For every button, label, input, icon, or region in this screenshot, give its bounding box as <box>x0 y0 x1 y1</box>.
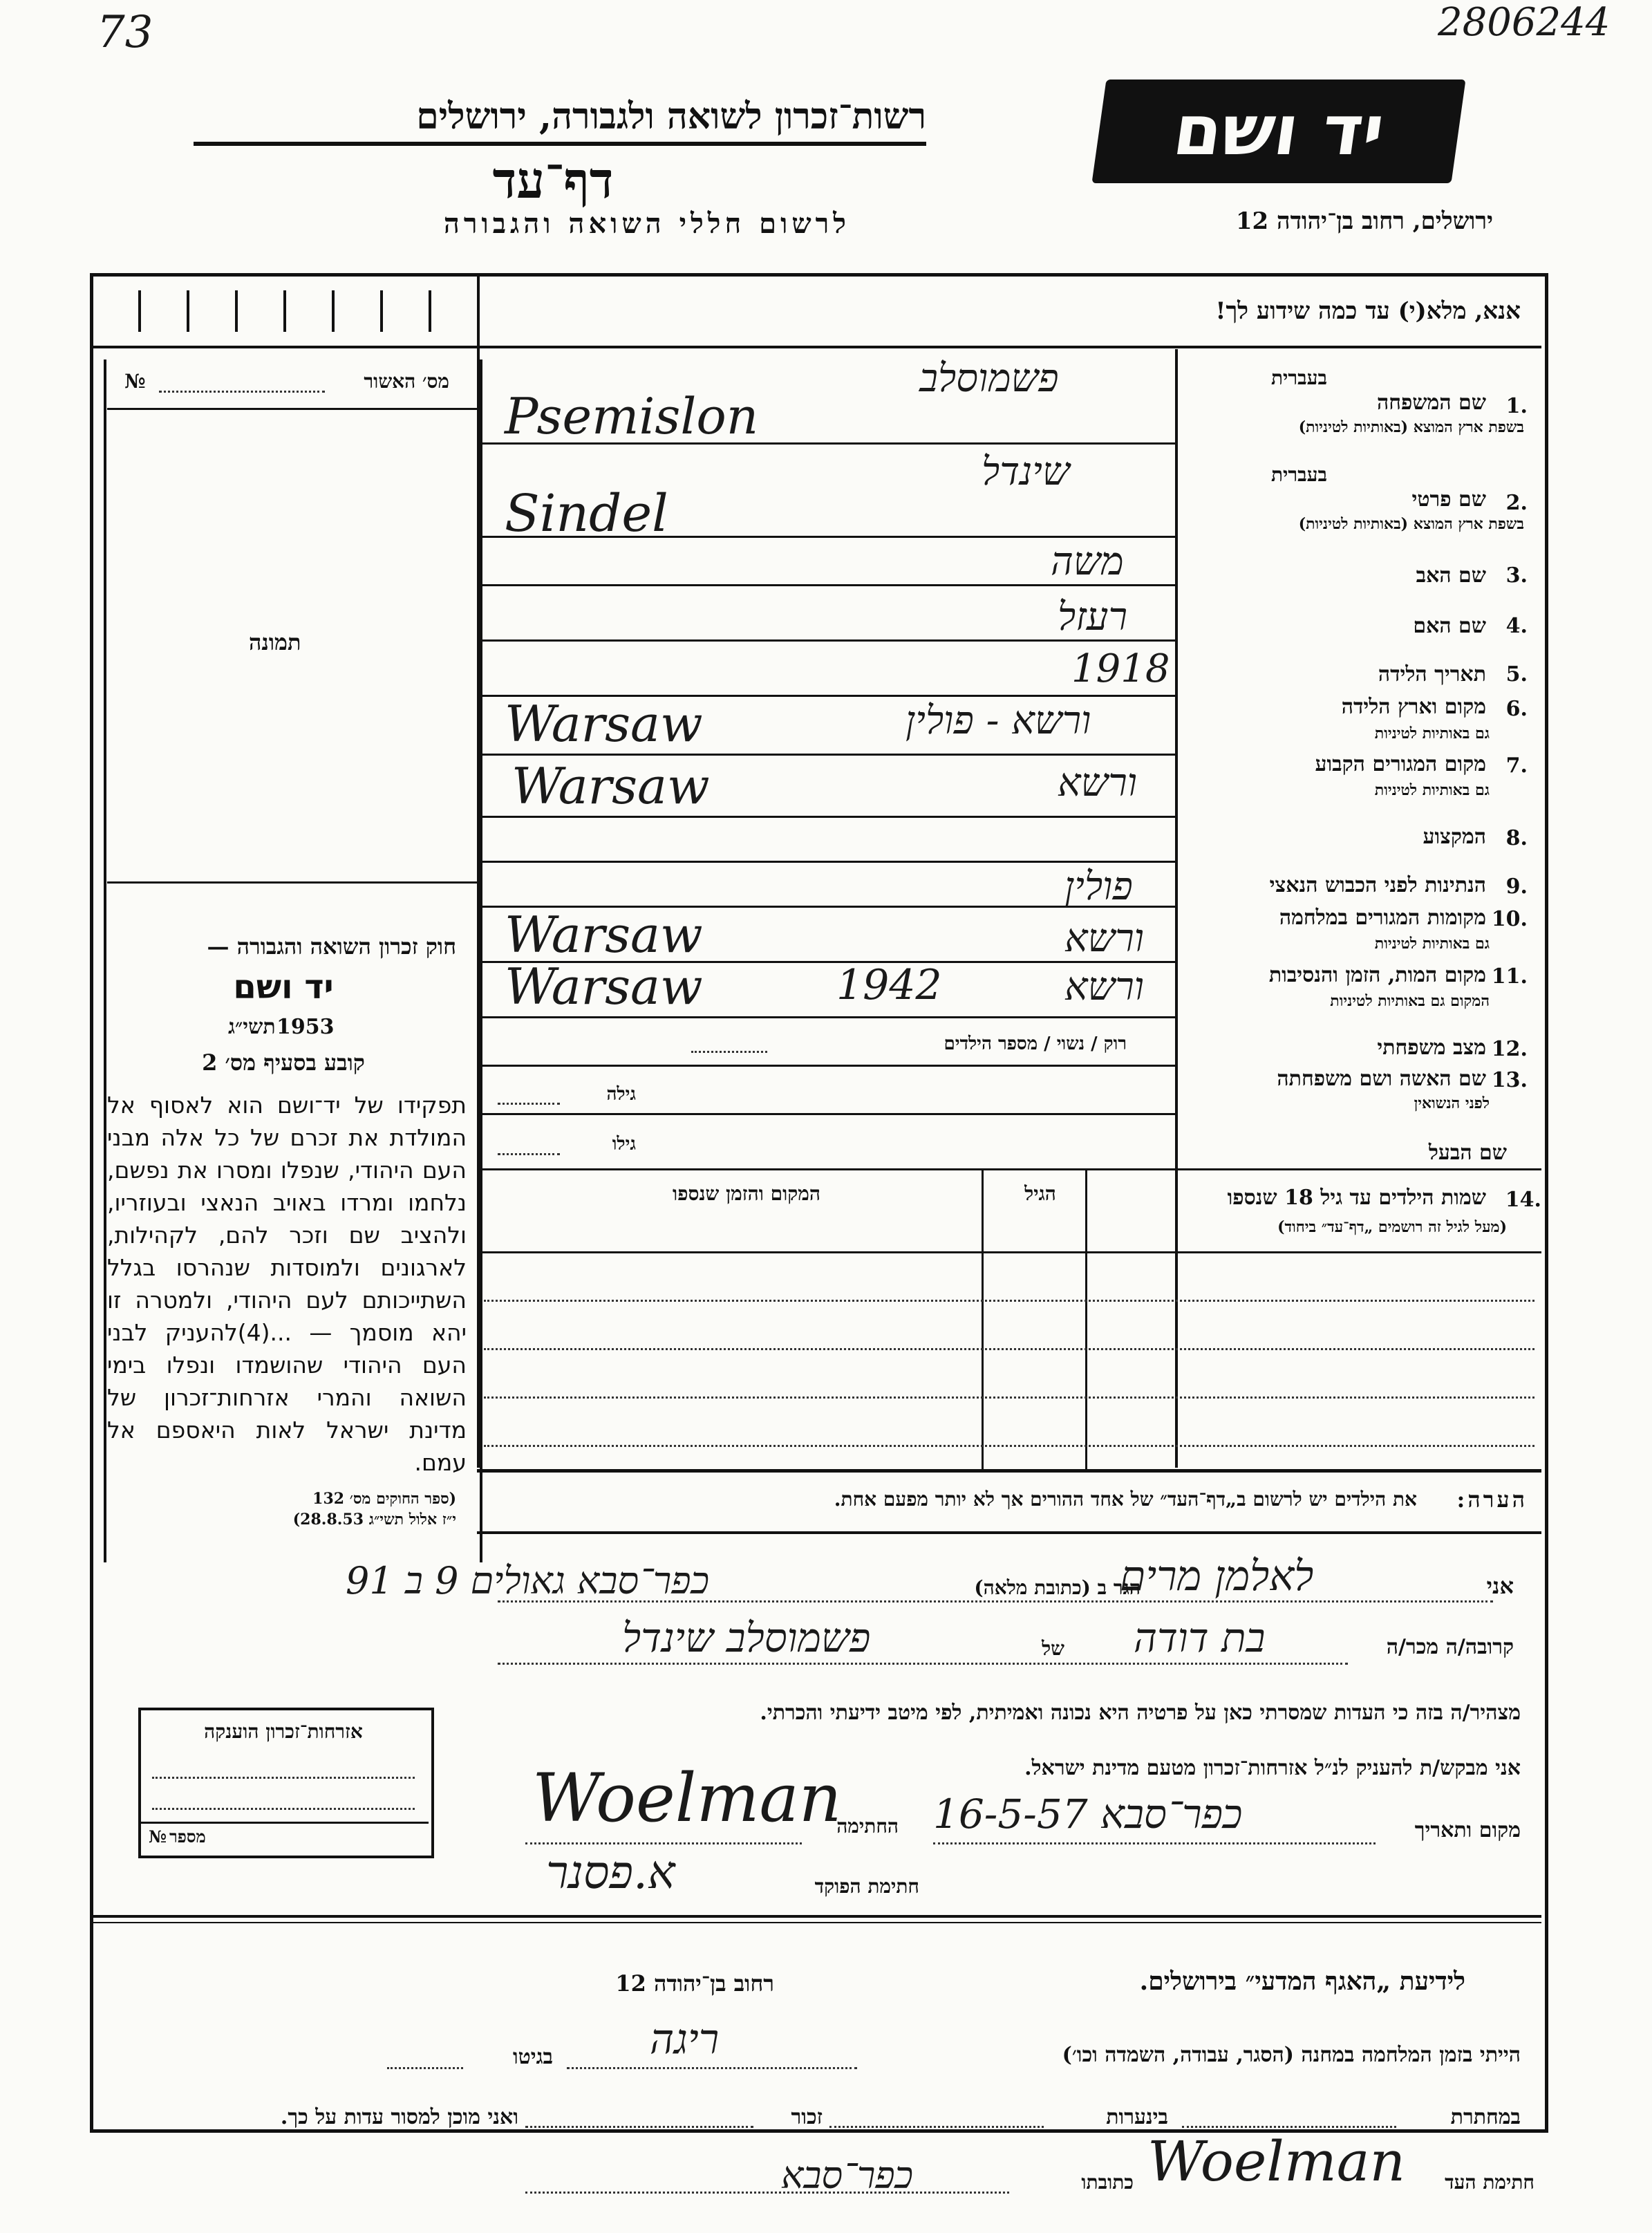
wartime-residence-he-value: ורשא <box>1064 916 1145 961</box>
officer-signature: א.פסנר <box>546 1846 675 1899</box>
death-place-he-value: ורשא <box>1064 964 1145 1009</box>
field-11-note: המקום גם באותיות לטיניות <box>1330 992 1490 1010</box>
field-13-number: 13. <box>1491 1068 1528 1092</box>
yad-vashem-logo: יד ושם <box>1091 80 1465 183</box>
form-title: דף־עד <box>492 151 614 209</box>
field-5-number: 5. <box>1505 662 1528 686</box>
children-note: (מעל לגיל זה רושמים „דף־עד״ ביחוד) <box>1277 1218 1507 1236</box>
field-5-label: תאריך הלידה <box>1378 662 1486 686</box>
relative-label: קרובה/ה מכר/ה <box>1386 1635 1514 1659</box>
birthplace-latin-value: Warsaw <box>505 695 703 753</box>
place-date-label: מקום ותאריך <box>1414 1818 1521 1842</box>
residence-he-value: ורשא <box>1058 760 1138 805</box>
husband-name-label: שם הבעל <box>1428 1141 1507 1165</box>
declaration-text: מצהיר/ה בזה כי העדות שמסרתי כאן על פרטיה היא נכונה ואמיתית, לפי מיטב ידיעתי והכרתי. <box>760 1701 1521 1725</box>
field-3-number: 3. <box>1505 563 1528 588</box>
field-6-number: 6. <box>1505 697 1528 721</box>
footer-signature: Woelman <box>1147 2129 1405 2194</box>
witness-ani: אני <box>1486 1573 1514 1599</box>
footer-address-value: כפר־סבא <box>781 2153 914 2197</box>
marital-status-hint: רוק / נשוי / מספר הילדים <box>944 1034 1127 1054</box>
wartime-residence-latin-value: Warsaw <box>505 906 703 964</box>
field-2-number: 2. <box>1505 491 1528 515</box>
page-number: 73 <box>97 7 153 58</box>
law-text: תפקידו של יד־ושם הוא לאסוף אל המולדת את זכרם של כל אלה מבני העם היהודי, שנפלו ומסרו את נפשם, נלחמו ומרדו באויב הנאצי ובעוזריו, ולהציב שם וזכר להם, לקהילות, לארגונים ולמוסדות שנהרסו בגלל השתייכותם לעם היהודי, ולמטרה זו יהא מוסמך — ...(4)להעניק לבני העם היהודי שהושמדו ונפלו בימי השואה והמרי אזרחות־זכרון של מדינת ישראל לאות היאספם אל עמם. <box>107 1092 467 1476</box>
footer-address: רחוב בן־יהודה 12 <box>615 1970 774 1997</box>
field-10-note: גם באותיות לטיניות <box>1374 935 1490 953</box>
witness-signature: Woelman <box>532 1759 842 1837</box>
field-1-number: 1. <box>1505 394 1528 418</box>
photo-label: תמונה <box>249 629 301 655</box>
father-name-value: משה <box>1051 539 1124 584</box>
field-11-number: 11. <box>1491 964 1528 989</box>
field-10-label: מקומות המגורים במלחמה <box>1279 906 1486 930</box>
birth-date-value: 1918 <box>1071 646 1170 691</box>
law-title: חוק זכרון השואה והגבורה — <box>207 933 456 960</box>
residence-latin-value: Warsaw <box>511 757 710 815</box>
approval-boxes <box>111 290 470 332</box>
ready-text: ואני מוכן למסור עדות על כך. <box>280 2105 518 2129</box>
form-subtitle: לרשום חללי השואה והגבורה <box>443 207 850 240</box>
mother-name-value: רעזל <box>1058 595 1128 639</box>
remark-label: הערה: <box>1456 1486 1528 1513</box>
field-6-note: גם באותיות לטיניות <box>1374 725 1490 742</box>
approval-no-symbol: № <box>124 370 146 393</box>
footer-address-label: כתובתו <box>1081 2171 1134 2194</box>
ghetto-label: בגיטו <box>512 2045 553 2069</box>
field-14-number: 14. <box>1505 1188 1541 1212</box>
footer-info: לידיעת „האגף המדעי״ בירושלים. <box>1139 1967 1465 1996</box>
place-date-value: כפר־סבא 16-5-57 <box>933 1791 1243 1838</box>
field-4-label: שם האם <box>1413 614 1486 638</box>
field-4-number: 4. <box>1505 614 1528 638</box>
field-8-number: 8. <box>1505 826 1528 850</box>
institution-title: רשות־זכרון לשואה ולגבורה, ירושלים <box>416 95 926 138</box>
field-2-label: שם פרטי <box>1411 487 1486 512</box>
children-place-header: המקום והזמן שנספו <box>673 1182 820 1205</box>
field-10-number: 10. <box>1491 907 1528 931</box>
death-year-value: 1942 <box>836 961 942 1009</box>
field-6-label: מקום וארץ הלידה <box>1341 695 1486 719</box>
institution-address: ירושלים, רחוב בן־יהודה 12 <box>1235 207 1493 235</box>
relation-value: בת דודה <box>1134 1614 1266 1661</box>
firstname-latin-value: Sindel <box>505 484 668 543</box>
residing-label: הגר ב (כתובת מלאה) <box>974 1576 1141 1599</box>
field-2-hebrew-tag: בעברית <box>1270 463 1327 486</box>
underground-label: במחתרת <box>1450 2105 1521 2129</box>
field-12-label: מצב משפחתי <box>1377 1036 1486 1060</box>
archive-number: 2806244 <box>1438 0 1611 45</box>
law-name: יד ושם <box>233 968 334 1007</box>
request-text: אני מבקש/ת להעניק לנ״ל אזרחות־זכרון מטעם מדינת ישראל. <box>1024 1756 1521 1780</box>
field-11-label: מקום המות, הזמן והנסיבות <box>1268 963 1486 987</box>
death-place-latin-value: Warsaw <box>505 957 703 1016</box>
war-label: הייתי בזמן המלחמה במחנה (הסגר, עבודה, השמדה וכו׳) <box>1062 2043 1521 2067</box>
instruction-text: אנא, מלא(י) עד כמה שידוע לך! <box>1215 297 1521 325</box>
camp-value: ריגה <box>650 2015 720 2064</box>
law-year: 1953 <box>276 1015 335 1039</box>
surname-latin-value: Psemislon <box>505 387 759 445</box>
field-2-note: בשפת ארץ המוצא (באותיות לטיניות) <box>1298 515 1524 533</box>
field-12-number: 12. <box>1491 1037 1528 1061</box>
firstname-he-value: שינדל <box>982 449 1070 494</box>
remark-text: את הילדים יש לרשום ב„דף־העד״ של אחד ההורים אך לא יותר מפעם אחת. <box>834 1488 1417 1511</box>
field-1-label: שם המשפחה <box>1376 391 1486 415</box>
citizenship-number-label: מספר <box>169 1826 206 1847</box>
field-1-hebrew-tag: בעברית <box>1270 366 1327 389</box>
children-age-header: הגיל <box>1024 1182 1056 1205</box>
field-9-label: הנתינות לפני הכבוש הנאצי <box>1269 873 1486 897</box>
field-3-label: שם האב <box>1416 563 1486 588</box>
law-source-date: י״ז אלול תשי״ג 28.8.53) <box>292 1511 456 1529</box>
law-clause: קובע בסעיף מס׳ 2 <box>202 1049 365 1076</box>
citizenship-no-symbol: № <box>149 1826 167 1847</box>
field-1-note: בשפת ארץ המוצא (באותיות לטיניות) <box>1298 418 1524 436</box>
husband-age-label: גילו <box>612 1134 636 1155</box>
nationality-value: פולין <box>1064 864 1133 909</box>
relative-of-value: פשמוסלב שינדל <box>622 1614 871 1661</box>
witness-sign-label: חתימת העד <box>1445 2171 1534 2194</box>
approval-number-label: מס׳ האשור <box>364 370 449 393</box>
partisans-label: בינערות <box>1106 2105 1168 2129</box>
field-9-number: 9. <box>1505 875 1528 899</box>
birthplace-he-value: ורשא - פולין <box>905 698 1091 743</box>
officer-label: חתימת הפוקד <box>814 1875 919 1898</box>
field-7-number: 7. <box>1505 754 1528 778</box>
law-source: (ספר החוקים מס׳ 132 <box>312 1490 456 1508</box>
field-8-label: המקצוע <box>1423 825 1486 849</box>
field-13-label: שם האשה ושם משפחתה <box>1277 1067 1486 1091</box>
remember-label: זכור <box>791 2105 823 2129</box>
signature-label: החתימה <box>836 1815 899 1838</box>
field-13-note: לפני הנשואין <box>1414 1094 1490 1112</box>
law-year-he: תשי״ג <box>228 1015 276 1039</box>
field-7-note: גם באותיות לטיניות <box>1374 781 1490 799</box>
wife-age-label: גילה <box>606 1084 636 1105</box>
children-label: שמות הילדים עד גיל 18 שנספו <box>1227 1186 1486 1210</box>
citizenship-title: אזרחות־זכרון הוענקה <box>204 1720 363 1743</box>
witness-name-value: לאלמן מרים <box>1120 1552 1314 1600</box>
field-7-label: מקום המגורים הקבוע <box>1315 752 1486 776</box>
surname-he-value: פשמוסלב <box>919 356 1059 401</box>
of-label: של <box>1042 1637 1064 1660</box>
witness-address-value: כפר־סבא גאולים 9 ב 91 <box>346 1559 709 1603</box>
